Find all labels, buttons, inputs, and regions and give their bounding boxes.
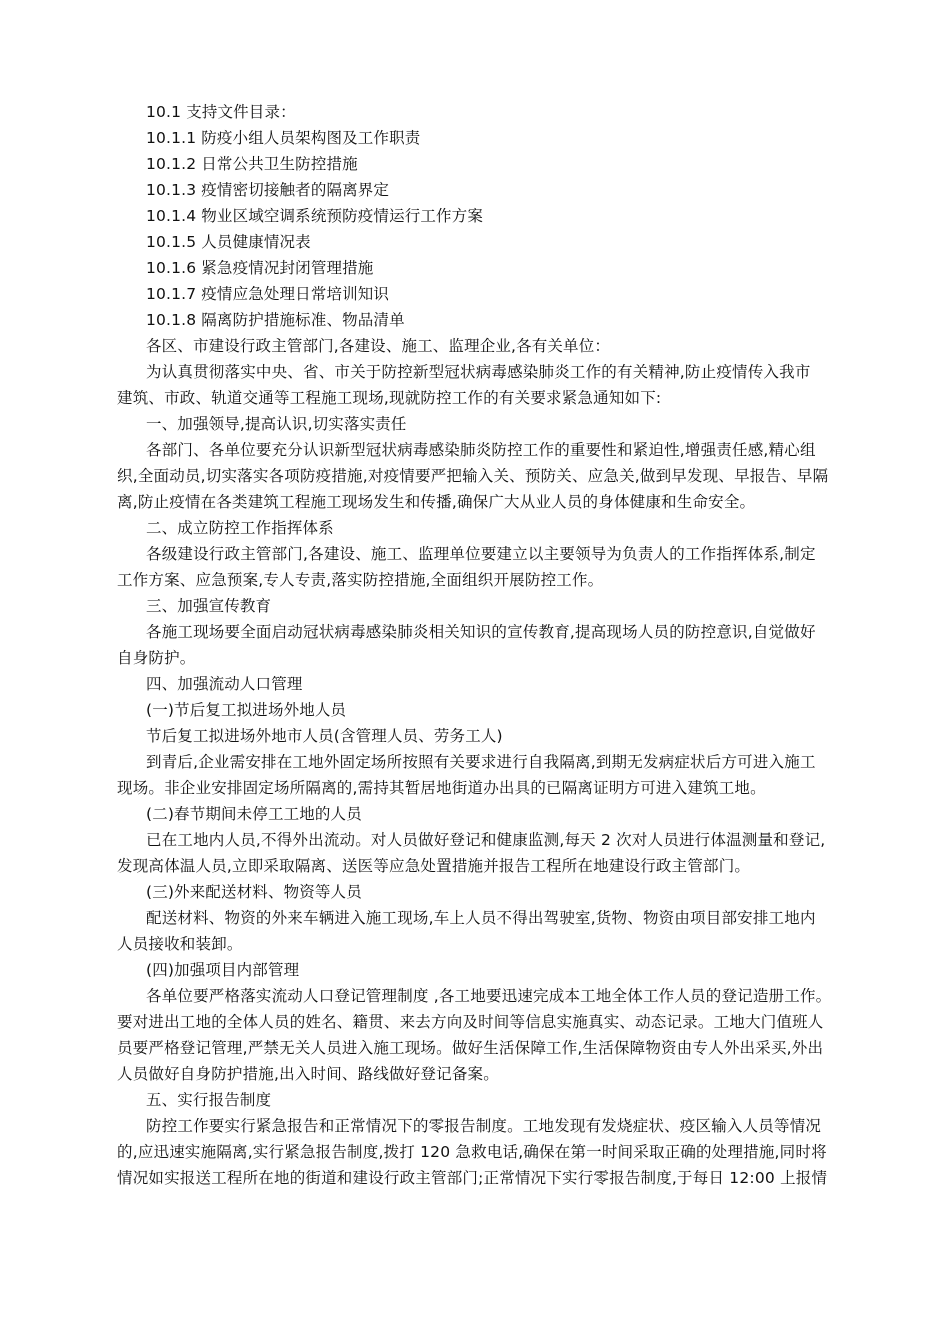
toc-item: 10.1.4 物业区域空调系统预防疫情运行工作方案 xyxy=(146,207,483,225)
paragraph-line: 为认真贯彻落实中央、省、市关于防控新型冠状病毒感染肺炎工作的有关精神,防止疫情传入我市 xyxy=(146,363,811,381)
paragraph-line: 配送材料、物资的外来车辆进入施工现场,车上人员不得出驾驶室,货物、物资由项目部安排工地内 xyxy=(146,909,816,927)
paragraph-line: 人员接收和装卸。 xyxy=(117,935,243,953)
paragraph-line: 工作方案、应急预案,专人专责,落实防控措施,全面组织开展防控工作。 xyxy=(117,571,604,589)
toc-item: 10.1.7 疫情应急处理日常培训知识 xyxy=(146,285,390,303)
section-3-paragraph xyxy=(117,619,833,671)
section-heading-4: 四、加强流动人口管理 xyxy=(146,675,303,693)
subsection-subheading-4-1: 节后复工拟进场外地市人员(含管理人员、劳务工人) xyxy=(146,727,503,745)
toc-section xyxy=(117,99,833,333)
paragraph-line: 建筑、市政、轨道交通等工程施工现场,现就防控工作的有关要求紧急通知如下: xyxy=(117,389,662,407)
subsection-4-3-paragraph xyxy=(117,905,833,957)
subsection-4-1-paragraph xyxy=(117,749,833,801)
subsection-heading-4-2: (二)春节期间未停工工地的人员 xyxy=(146,805,362,823)
paragraph-line: 各单位要严格落实流动人口登记管理制度 ,各工地要迅速完成本工地全体工作人员的登记造册工作。 xyxy=(146,987,832,1005)
paragraph-line: 现场。非企业安排固定场所隔离的,需持其暂居地街道办出具的已隔离证明方可进入建筑工地。 xyxy=(117,779,766,797)
toc-item: 10.1.1 防疫小组人员架构图及工作职责 xyxy=(146,129,421,147)
section-5-paragraph xyxy=(117,1113,833,1191)
toc-item: 10.1.2 日常公共卫生防控措施 xyxy=(146,155,358,173)
toc-item: 10.1.3 疫情密切接触者的隔离界定 xyxy=(146,181,390,199)
intro-paragraph xyxy=(117,359,833,411)
section-heading-1: 一、加强领导,提高认识,切实落实责任 xyxy=(146,415,407,433)
paragraph-line: 员要严格登记管理,严禁无关人员进入施工现场。做好生活保障工作,生活保障物资由专人外出采买,外出 xyxy=(117,1039,824,1057)
toc-item: 10.1.8 隔离防护措施标准、物品清单 xyxy=(146,311,405,329)
toc-item: 10.1.5 人员健康情况表 xyxy=(146,233,311,251)
section-heading-5: 五、实行报告制度 xyxy=(146,1091,272,1109)
paragraph-line: 自身防护。 xyxy=(117,649,196,667)
toc-item: 10.1.6 紧急疫情况封闭管理措施 xyxy=(146,259,374,277)
salutation: 各区、市建设行政主管部门,各建设、施工、监理企业,各有关单位： xyxy=(146,337,611,355)
subsection-heading-4-4: (四)加强项目内部管理 xyxy=(146,961,300,979)
paragraph-line: 各级建设行政主管部门,各建设、施工、监理单位要建立以主要领导为负责人的工作指挥体系,制定 xyxy=(146,545,816,563)
subsection-heading-4-3: (三)外来配送材料、物资等人员 xyxy=(146,883,362,901)
paragraph-line: 到青后,企业需安排在工地外固定场所按照有关要求进行自我隔离,到期无发病症状后方可进入施工 xyxy=(146,753,816,771)
section-2-paragraph xyxy=(117,541,833,593)
subsection-4-2-paragraph xyxy=(117,827,833,879)
paragraph-line: 织,全面动员,切实落实各项防疫措施,对疫情要严把输入关、预防关、应急关,做到早发现、早报告、早隔 xyxy=(117,467,829,485)
toc-title: 10.1 支持文件目录： xyxy=(146,103,296,121)
subsection-4-4-paragraph xyxy=(117,983,833,1087)
subsection-heading-4-1: (一)节后复工拟进场外地人员 xyxy=(146,701,347,719)
paragraph-line: 离,防止疫情在各类建筑工程施工现场发生和传播,确保广大从业人员的身体健康和生命安全。 xyxy=(117,493,756,511)
paragraph-line: 人员做好自身防护措施,出入时间、路线做好登记备案。 xyxy=(117,1065,499,1083)
paragraph-line: 要对进出工地的全体人员的姓名、籍贯、来去方向及时间等信息实施真实、动态记录。工地大门值班人 xyxy=(117,1013,824,1031)
document-page xyxy=(117,99,833,1191)
section-1-paragraph xyxy=(117,437,833,515)
paragraph-line: 防控工作要实行紧急报告和正常情况下的零报告制度。工地发现有发烧症状、疫区输入人员等情况 xyxy=(146,1117,822,1135)
section-heading-3: 三、加强宣传教育 xyxy=(146,597,272,615)
paragraph-line: 情况如实报送工程所在地的街道和建设行政主管部门;正常情况下实行零报告制度,于每日 12:00 上报情 xyxy=(117,1169,828,1187)
paragraph-line: 的,应迅速实施隔离,实行紧急报告制度,拨打 120 急救电话,确保在第一时间采取正确的处理措施,同时将 xyxy=(117,1143,827,1161)
paragraph-line: 各施工现场要全面启动冠状病毒感染肺炎相关知识的宣传教育,提高现场人员的防控意识,自觉做好 xyxy=(146,623,816,641)
paragraph-line: 已在工地内人员,不得外出流动。对人员做好登记和健康监测,每天 2 次对人员进行体温测量和登记, xyxy=(146,831,826,849)
paragraph-line: 发现高体温人员,立即采取隔离、送医等应急处置措施并报告工程所在地建设行政主管部门。 xyxy=(117,857,751,875)
section-heading-2: 二、成立防控工作指挥体系 xyxy=(146,519,334,537)
paragraph-line: 各部门、各单位要充分认识新型冠状病毒感染肺炎防控工作的重要性和紧迫性,增强责任感,精心组 xyxy=(146,441,816,459)
